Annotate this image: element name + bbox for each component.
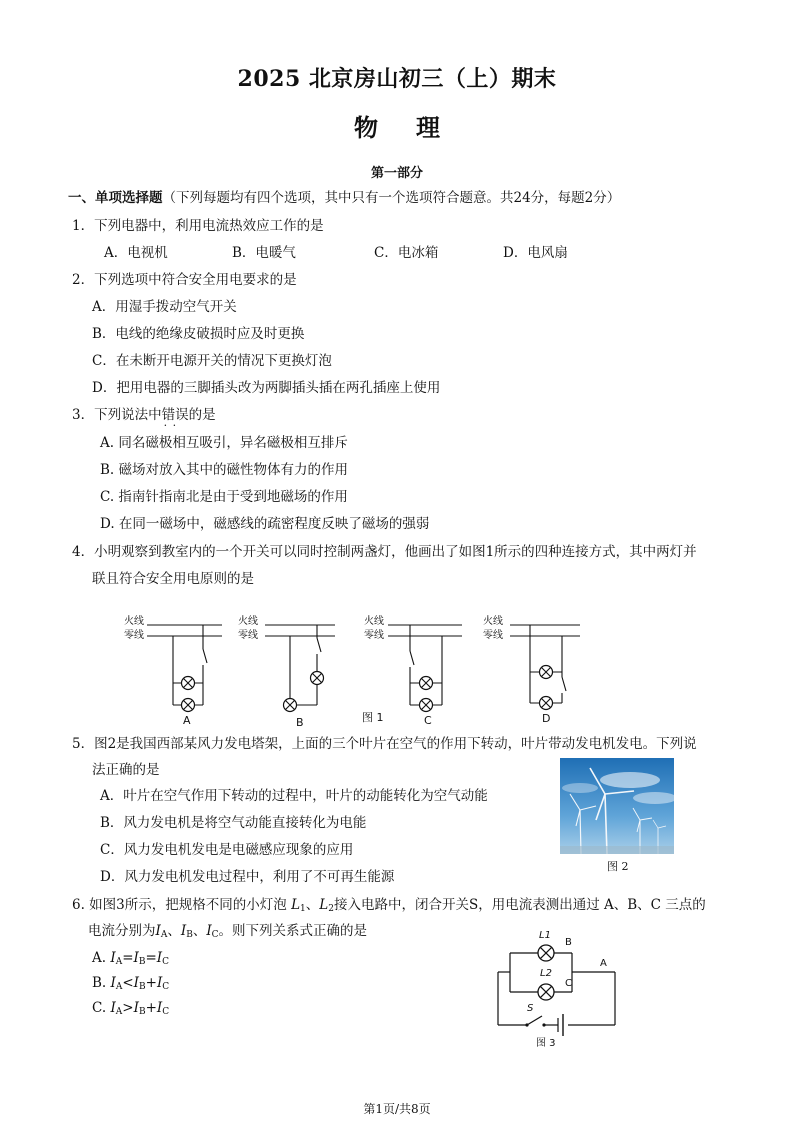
- q3-option-a: A. 同名磁极相互吸引，异名磁极相互排斥: [100, 435, 348, 451]
- q5-stem-line1: 5．图2是我国西部某风力发电塔架，上面的三个叶片在空气的作用下转动，叶片带动发电机发电。下列说: [72, 736, 697, 752]
- q1-option-a: A．电视机: [104, 245, 168, 261]
- q6-stem-line2: [88, 921, 367, 945]
- q6-option-label: B.: [92, 975, 111, 991]
- operator: +: [145, 975, 157, 991]
- current-symbol: I: [206, 923, 212, 939]
- current-sub: C: [162, 982, 170, 992]
- current-sub: B: [138, 1007, 146, 1017]
- q6-stem-part: 6. 如图3所示，把规格不同的小灯泡: [72, 897, 292, 913]
- q5-stem-line2: 法正确的是: [92, 762, 160, 778]
- neutral-wire-label-c: 零线: [364, 630, 384, 641]
- live-wire-label-b: 火线: [238, 616, 258, 627]
- q4-stem-line1: 4．小明观察到教室内的一个开关可以同时控制两盏灯，他画出了如图1所示的四种连接方式，其中两灯并: [72, 544, 697, 560]
- live-wire-label-c: 火线: [364, 616, 384, 627]
- q6-stem-line1: [72, 895, 706, 919]
- fig3-label-s: S: [527, 1003, 534, 1014]
- current-symbol: I: [133, 950, 139, 966]
- q6-sep: 、: [167, 923, 181, 939]
- current-symbol: I: [133, 1000, 139, 1016]
- live-wire-label-d: 火线: [483, 616, 503, 627]
- fig3-label-l2: L2: [540, 968, 552, 979]
- subject-title: 物理: [354, 113, 478, 142]
- fig3-label-b: B: [565, 937, 572, 948]
- part-heading: 第一部分: [370, 166, 423, 181]
- q6-stem-part: 接入电路中，闭合开关S，用电流表测出通过 A、B、C 三点的: [333, 897, 706, 913]
- q6-option-a: [92, 948, 169, 972]
- q2-option-d: D．把用电器的三脚插头改为两脚插头插在两孔插座上使用: [92, 380, 441, 396]
- neutral-wire-label-b: 零线: [238, 630, 258, 641]
- section-instructions: （下列每题均有四个选项，其中只有一个选项符合题意。共24分，每题2分）: [162, 190, 621, 206]
- l1-symbol: L: [291, 897, 301, 913]
- q3-option-b: B. 磁场对放入其中的磁性物体有力的作用: [100, 462, 349, 478]
- q3-option-d: D. 在同一磁场中，磁感线的疏密程度反映了磁场的强弱: [100, 516, 430, 532]
- q2-stem: 2．下列选项中符合安全用电要求的是: [72, 272, 297, 288]
- current-sub: C: [162, 957, 170, 967]
- current-symbol: I: [133, 975, 140, 991]
- q2-option-a: A．用湿手拨动空气开关: [92, 299, 237, 315]
- current-sub-c: C: [211, 930, 219, 940]
- q3-option-c: C. 指南针指南北是由于受到地磁场的作用: [100, 489, 348, 505]
- q1-option-d: D．电风扇: [503, 245, 568, 261]
- q6-stem-part: 。则下列关系式正确的是: [218, 923, 368, 939]
- fig3-label-l1: L1: [539, 930, 551, 941]
- page-footer: 第1页/共8页: [363, 1102, 431, 1116]
- q5-option-d: D．风力发电机发电过程中，利用了不可再生能源: [100, 869, 395, 885]
- l1-subscript: 1: [300, 904, 306, 914]
- q5-option-b: B．风力发电机是将空气动能直接转化为电能: [100, 815, 367, 831]
- section-label: 一、单项选择题: [68, 190, 163, 206]
- current-sub: B: [138, 957, 146, 967]
- q6-sep: 、: [192, 923, 207, 939]
- q6-option-c: [92, 998, 169, 1022]
- q3-stem-pre: 3．下列说法中: [72, 407, 162, 423]
- current-sub-a: A: [160, 930, 168, 940]
- circuit-label-a: A: [183, 714, 191, 727]
- operator: +: [145, 1000, 157, 1016]
- q3-stem: [72, 405, 216, 425]
- q1-option-c: C．电冰箱: [374, 245, 439, 261]
- current-symbol: I: [180, 923, 187, 939]
- q6-option-label: A.: [92, 950, 111, 966]
- fig3-label-c: C: [565, 978, 572, 989]
- q2-option-b: B．电线的绝缘皮破损时应及时更换: [92, 326, 305, 342]
- q1-stem: 1．下列电器中，利用电流热效应工作的是: [72, 218, 324, 234]
- current-symbol: I: [155, 923, 161, 939]
- q6-stem-sep: 、: [305, 897, 320, 913]
- current-sub-b: B: [186, 930, 193, 940]
- live-wire-label-a: 火线: [124, 616, 144, 627]
- current-symbol: I: [110, 1000, 116, 1016]
- current-sub: A: [115, 957, 123, 967]
- current-symbol: I: [156, 950, 163, 966]
- q2-option-c: C．在未断开电源开关的情况下更换灯泡: [92, 353, 332, 369]
- figure-1-caption: 图 1: [362, 711, 384, 724]
- q5-option-a: A．叶片在空气作用下转动的过程中，叶片的动能转化为空气动能: [100, 788, 488, 804]
- current-symbol: I: [156, 1000, 163, 1016]
- figure-2-caption: 图 2: [607, 860, 629, 873]
- section-heading: [68, 188, 620, 208]
- current-sub: B: [139, 982, 146, 992]
- figure-3-caption: 图 3: [536, 1038, 556, 1049]
- q6-option-label: C.: [92, 1000, 111, 1016]
- q6-option-b: [92, 973, 169, 997]
- circuit-label-c: C: [424, 714, 432, 727]
- circuit-label-b: B: [296, 716, 304, 729]
- page-title: 2025 北京房山初三（上）期末: [237, 66, 557, 92]
- figure-1-circuits: [110, 605, 600, 730]
- neutral-wire-label-d: 零线: [483, 630, 503, 641]
- operator: =: [122, 950, 134, 966]
- operator: >: [122, 1000, 134, 1016]
- figure-3-circuit: [490, 925, 630, 1050]
- q3-stem-post: 的是: [188, 407, 216, 423]
- current-sub: A: [115, 982, 123, 992]
- q3-stem-emphasis: 错误 · ·: [162, 407, 189, 423]
- wind-turbine-photo: [560, 758, 674, 854]
- current-sub: C: [162, 1007, 170, 1017]
- q1-option-b: B．电暖气: [232, 245, 296, 261]
- circuit-label-d: D: [542, 712, 551, 725]
- q6-stem-part: 电流分别为: [88, 923, 156, 939]
- fig3-label-a: A: [600, 958, 607, 969]
- current-symbol: I: [110, 950, 116, 966]
- current-sub: A: [115, 1007, 123, 1017]
- l2-subscript: 2: [328, 904, 334, 914]
- l2-symbol: L: [319, 897, 329, 913]
- neutral-wire-label-a: 零线: [124, 630, 144, 641]
- current-symbol: I: [110, 975, 116, 991]
- current-symbol: I: [156, 975, 163, 991]
- operator: =: [145, 950, 157, 966]
- q4-stem-line2: 联且符合安全用电原则的是: [92, 571, 254, 587]
- q5-option-c: C．风力发电机发电是电磁感应现象的应用: [100, 842, 354, 858]
- operator: <: [122, 975, 134, 991]
